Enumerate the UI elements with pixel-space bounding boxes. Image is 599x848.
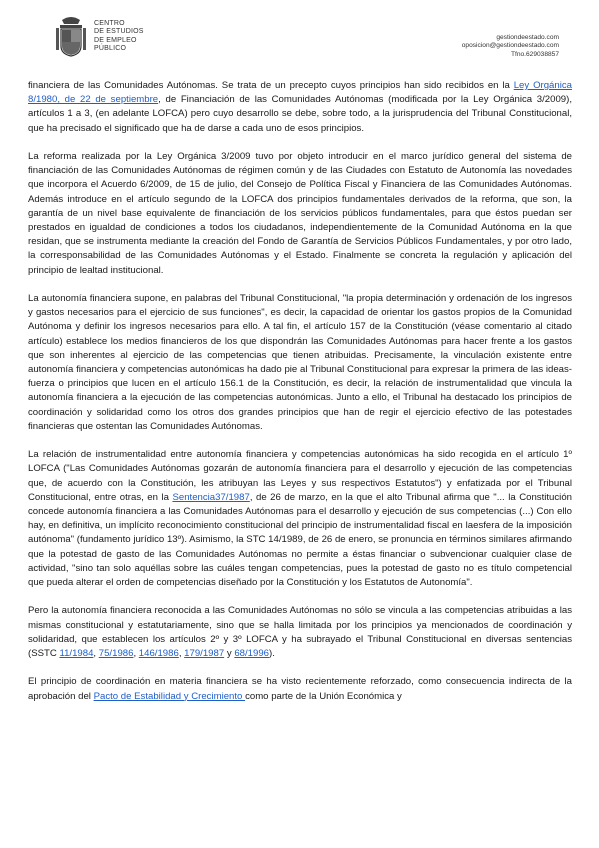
link-ley-organica-8-1980[interactable]: Ley Orgánica 8/1980, de 22 de septiembre bbox=[28, 80, 572, 106]
paragraph bbox=[28, 448, 572, 590]
contact-info bbox=[462, 34, 559, 59]
paragraph-text: como parte de la Unión Económica y bbox=[245, 690, 402, 702]
separator: y bbox=[224, 648, 235, 660]
paragraph bbox=[28, 604, 572, 661]
contact-website: gestiondeestado.com bbox=[496, 34, 559, 41]
paragraph-text: La relación de instrumentalidad entre autonomía financiera y competencias autonómicas ha sido recogida en el artículo 1º LOFCA ("Las Comunidades Autónomas gozarán de autonomía financiera para el desarrollo y ejecución de las competencias que, de acuerdo con la Constitución, les atribuyan las Leyes y sus respectivos Estatutos") y enfatizada por el Tribunal Constitucional, entre otras, en la bbox=[28, 449, 572, 503]
separator: , bbox=[93, 648, 99, 660]
link-stc-179-1987[interactable]: 179/1987 bbox=[184, 648, 225, 660]
page-header bbox=[56, 14, 559, 69]
link-pacto-estabilidad[interactable]: Pacto de Estabilidad y Crecimiento bbox=[93, 690, 246, 702]
paragraph-text: ). bbox=[269, 648, 275, 660]
link-stc-11-1984[interactable]: 11/1984 bbox=[59, 648, 94, 660]
org-line: DE EMPLEO bbox=[94, 36, 137, 44]
separator: , bbox=[133, 648, 139, 660]
coat-of-arms-logo-icon bbox=[56, 14, 86, 58]
organization-name bbox=[94, 20, 144, 54]
paragraph bbox=[28, 675, 572, 703]
paragraph-text: financiera de las Comunidades Autónomas. Se trata de un precepto cuyos principios han sido recibidos en la bbox=[28, 80, 514, 91]
paragraph-text: El principio de coordinación en materia financiera se ha visto recientemente reforzado, como consecuencia indirecta de la aprobación del bbox=[28, 676, 572, 702]
contact-email: oposicion@gestiondeestado.com bbox=[461, 42, 559, 50]
org-line: PÚBLICO bbox=[94, 45, 127, 53]
org-line: CENTRO bbox=[94, 20, 125, 27]
org-line: DE ESTUDIOS bbox=[94, 28, 144, 36]
paragraph: La autonomía financiera supone, en palabras del Tribunal Constitucional, "la propia determinación y ordenación de los ingresos y gastos necesarios para el ejercicio de sus funciones", es decir, la capacidad de orientar los gastos propios de la Comunidad Autónoma y definir los ingresos necesarios para ello. A tal fin, el artículo 157 de la Constitución (véase comentario al citado artículo) establece los medios financieros de los que dispondrán las Comunidades Autónomas para hacer frente a los gastos que son inherentes al ejercicio de las competencias que tienen atribuidas. Precisamente, la vinculación existente entre autonomía financiera y competencias autonómicas ha dado pie al Tribunal Constitucional para expresar la primera de las ideas-fuerza o principios que lucen en el artículo 156.1 de la Constitución, es decir, la relación de instrumentalidad que vincula la autonomía financiera a la ejecución de las competencias autonómicas. Junto a ello, el Tribunal ha destacado los principios de coordinación y solidaridad como los otros dos grandes principios que han de regir el ejercicio efectivo de las potestades financieras que ostentan las Comunidades Autónomas. bbox=[28, 293, 572, 432]
paragraph-text: , de Financiación de las Comunidades Autónomas (modificada por la Ley Orgánica 3/2009), artículos 1 a 3, (en adelante LOFCA) pero cuyo desarrollo se debe, sobre todo, a la jurisprudencia del Tribunal Constitucional, que ha precisado el significado que ha de darse a cada uno de esos principios. bbox=[28, 94, 572, 134]
separator: , bbox=[178, 648, 185, 660]
document-body bbox=[28, 79, 572, 718]
paragraph bbox=[28, 79, 572, 136]
paragraph-text: Pero la autonomía financiera reconocida a las Comunidades Autónomas no sólo se vincula a las competencias atribuidas a las mismas constitucional y estatutariamente, sino que se halla limitada por los principios ya mencionados de coordinación y solidaridad, que establecen los artículos 2º y 3º LOFCA y ha subrayado el Tribunal Constitucional en diversas sentencias (SSTC bbox=[28, 605, 572, 660]
link-stc-75-1986[interactable]: 75/1986 bbox=[98, 648, 134, 660]
paragraph-text: , de 26 de marzo, en la que el alto Tribunal afirma que "... la Constitución concede autonomía financiera a las Comunidades Autónomas para el desarrollo y ejecución de sus competencias (...) Con ello hay, en definitiva, un implícito reconocimiento constitucional del principio de instrumentalidad fiscal en laesfera de la imposición autónoma" (fundamento jurídico 13º). Asimismo, la STC 14/1989, de 26 de enero, se pronuncia en términos similares afirmando que la potestad de gasto de las Comunidades Autónomas no permite a éstas financiar o subvencionar cualquier clase de actividad, "sino tan solo aquéllas sobre las cuáles tengan competencias, pues la potestad de gasto no es título competencial que pueda alterar el orden de competencias diseñado por la Constitución y los Estatutos de Autonomía". bbox=[28, 491, 572, 589]
contact-phone: Tfno.629038857 bbox=[510, 50, 559, 58]
link-stc-68-1996[interactable]: 68/1996 bbox=[234, 648, 269, 660]
paragraph: La reforma realizada por la Ley Orgánica 3/2009 tuvo por objeto introducir en el marco jurídico general del sistema de financiación de las Comunidades Autónomas de régimen común y de las Ciudades con Estatuto de Autonomía las novedades que incorpora el Acuerdo 6/2009, de 15 de julio, del Consejo de Política Fiscal y Financiera de las Comunidades Autónomas. Además introduce en el artículo segundo de la LOFCA dos principios fundamentales derivados de la reforma, que son, la garantía de un nivel base equivalente de financiación de los servicios públicos fundamentales, para que éstos puedan ser prestados en igualdad de condiciones a todos los ciudadanos, independientemente de la Comunidad Autónoma en la que residan, que se instrumenta mediante la creación del Fondo de Garantía de Servicios Públicos Fundamentales, y por otro lado, la corresponsabilidad de las Comunidades Autónomas y el Estado. Finalmente se concreta la regulación y aplicación del principio de lealtad institucional. bbox=[28, 151, 572, 276]
link-sentencia-37-1987[interactable]: Sentencia37/1987 bbox=[172, 491, 250, 503]
link-stc-146-1986[interactable]: 146/1986 bbox=[138, 648, 179, 660]
